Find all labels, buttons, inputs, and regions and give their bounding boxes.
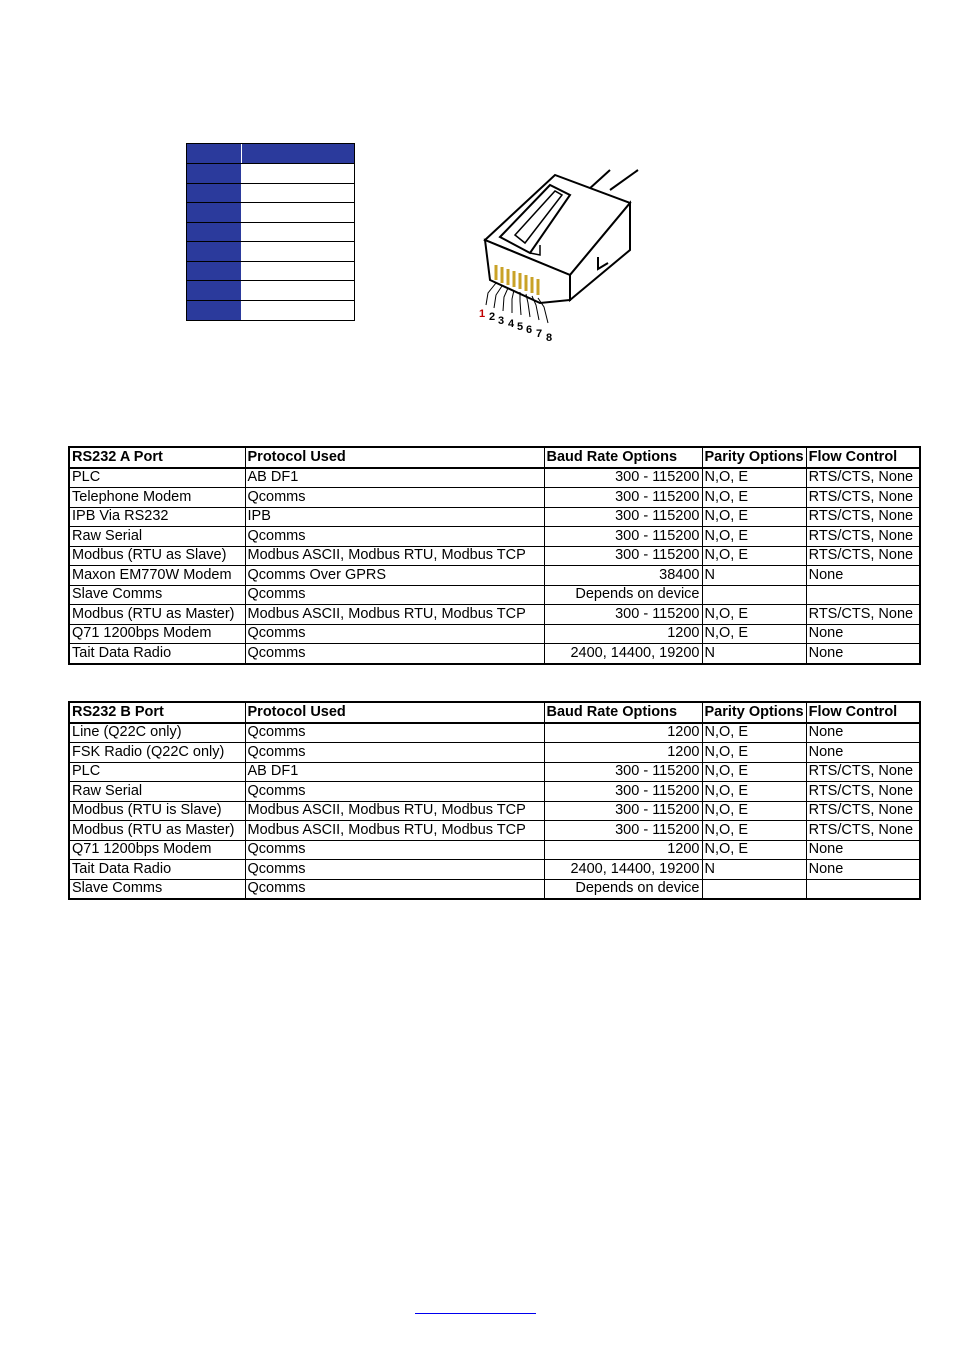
table-cell: Qcomms (245, 743, 544, 763)
pinout-signal-cell (242, 301, 354, 321)
table-cell: Slave Comms (69, 585, 245, 605)
table-cell: Raw Serial (69, 527, 245, 547)
pinout-header-row (187, 144, 354, 164)
table-cell: RTS/CTS, None (806, 507, 920, 527)
table-cell: N,O, E (702, 605, 806, 625)
rj45-connector-illustration (470, 165, 650, 350)
table-cell: RTS/CTS, None (806, 762, 920, 782)
table-cell: None (806, 624, 920, 644)
table-row (69, 507, 920, 527)
table-cell: Qcomms (245, 488, 544, 508)
table-header-row (69, 447, 920, 468)
table-cell: Qcomms (245, 840, 544, 860)
pinout-row (187, 242, 354, 262)
column-header: Parity Options (702, 447, 806, 468)
table-cell: Q71 1200bps Modem (69, 624, 245, 644)
table-cell: Modbus (RTU as Slave) (69, 546, 245, 566)
table-row (69, 801, 920, 821)
table-cell: 300 - 115200 (544, 507, 702, 527)
table-cell: N,O, E (702, 507, 806, 527)
table-cell: Modbus (RTU as Master) (69, 605, 245, 625)
table-cell: Depends on device (544, 585, 702, 605)
table-cell: 1200 (544, 723, 702, 743)
table-cell: Qcomms Over GPRS (245, 566, 544, 586)
table-cell: 300 - 115200 (544, 762, 702, 782)
table-cell (806, 585, 920, 605)
table-cell: Qcomms (245, 860, 544, 880)
table-cell: AB DF1 (245, 762, 544, 782)
footer-link-underline[interactable] (415, 1313, 536, 1314)
table-row (69, 624, 920, 644)
table-cell: Qcomms (245, 624, 544, 644)
table-cell: None (806, 860, 920, 880)
pinout-pin-cell (187, 164, 242, 183)
table-cell: AB DF1 (245, 468, 544, 488)
table-row (69, 723, 920, 743)
pinout-signal-cell (242, 281, 354, 300)
table-cell: 300 - 115200 (544, 488, 702, 508)
pinout-header-signal (242, 144, 354, 163)
table-cell: 2400, 14400, 19200 (544, 860, 702, 880)
table-cell: Tait Data Radio (69, 644, 245, 664)
table-cell (702, 879, 806, 899)
pinout-pin-cell (187, 223, 242, 242)
pinout-row (187, 223, 354, 243)
pinout-signal-cell (242, 184, 354, 203)
table-cell: PLC (69, 468, 245, 488)
table-cell: Qcomms (245, 879, 544, 899)
table-cell (806, 879, 920, 899)
table-cell: RTS/CTS, None (806, 488, 920, 508)
pinout-row (187, 281, 354, 301)
table-cell: Telephone Modem (69, 488, 245, 508)
pinout-pin-cell (187, 184, 242, 203)
table-cell: Modbus ASCII, Modbus RTU, Modbus TCP (245, 801, 544, 821)
table-cell: N (702, 566, 806, 586)
pin-label: 8 (546, 332, 553, 344)
column-header: Parity Options (702, 702, 806, 723)
pinout-pin-cell (187, 203, 242, 222)
table-cell: 300 - 115200 (544, 801, 702, 821)
table-cell: Depends on device (544, 879, 702, 899)
table-cell: N,O, E (702, 723, 806, 743)
pinout-pin-cell (187, 281, 242, 300)
pinout-row (187, 203, 354, 223)
table-cell: Modbus (RTU as Master) (69, 821, 245, 841)
table-cell: Modbus ASCII, Modbus RTU, Modbus TCP (245, 821, 544, 841)
table-cell: Slave Comms (69, 879, 245, 899)
table-row (69, 566, 920, 586)
table-cell: RTS/CTS, None (806, 782, 920, 802)
table-cell: None (806, 743, 920, 763)
table-row (69, 762, 920, 782)
pin-label: 5 (517, 321, 524, 333)
table-row (69, 840, 920, 860)
table-cell: Qcomms (245, 723, 544, 743)
table-cell: N,O, E (702, 546, 806, 566)
table-row (69, 468, 920, 488)
table-cell: Tait Data Radio (69, 860, 245, 880)
pinout-row (187, 164, 354, 184)
pin-label: 6 (526, 324, 533, 336)
rs232-b-port-table (68, 701, 921, 900)
table-cell: Qcomms (245, 782, 544, 802)
table-row (69, 879, 920, 899)
table-row (69, 782, 920, 802)
column-header: RS232 A Port (69, 447, 245, 468)
pin-label: 2 (489, 311, 496, 323)
rs232-a-port-table (68, 446, 921, 665)
pinout-pin-cell (187, 242, 242, 261)
table-cell: Modbus ASCII, Modbus RTU, Modbus TCP (245, 605, 544, 625)
table-cell: RTS/CTS, None (806, 821, 920, 841)
table-cell: 1200 (544, 840, 702, 860)
table-cell: None (806, 840, 920, 860)
table-cell: N,O, E (702, 624, 806, 644)
table-cell: RTS/CTS, None (806, 468, 920, 488)
table-cell: N (702, 644, 806, 664)
table-row (69, 585, 920, 605)
table-cell: 300 - 115200 (544, 546, 702, 566)
table-cell: N,O, E (702, 840, 806, 860)
table-cell: 300 - 115200 (544, 468, 702, 488)
table-cell: 300 - 115200 (544, 821, 702, 841)
table-cell: Maxon EM770W Modem (69, 566, 245, 586)
table-cell: RTS/CTS, None (806, 546, 920, 566)
pin-label: 4 (508, 318, 515, 330)
column-header: Baud Rate Options (544, 447, 702, 468)
table-cell: 1200 (544, 624, 702, 644)
table-cell: IPB Via RS232 (69, 507, 245, 527)
pinout-signal-cell (242, 242, 354, 261)
pinout-row (187, 262, 354, 282)
table-cell: 300 - 115200 (544, 527, 702, 547)
table-cell: N,O, E (702, 782, 806, 802)
table-row (69, 743, 920, 763)
pin-label: 7 (536, 328, 543, 340)
table-cell: Line (Q22C only) (69, 723, 245, 743)
pinout-pin-cell (187, 301, 242, 321)
table-cell: N,O, E (702, 821, 806, 841)
table-row (69, 527, 920, 547)
pinout-signal-cell (242, 164, 354, 183)
table-cell: 300 - 115200 (544, 605, 702, 625)
table-cell: Modbus (RTU is Slave) (69, 801, 245, 821)
table-cell (702, 585, 806, 605)
table-row (69, 605, 920, 625)
table-cell: IPB (245, 507, 544, 527)
table-cell: N,O, E (702, 468, 806, 488)
table-cell: RTS/CTS, None (806, 527, 920, 547)
table-cell: 38400 (544, 566, 702, 586)
table-cell: Qcomms (245, 585, 544, 605)
table-row (69, 546, 920, 566)
table-cell: N,O, E (702, 743, 806, 763)
table-cell: N,O, E (702, 527, 806, 547)
table-cell: None (806, 644, 920, 664)
pinout-row (187, 184, 354, 204)
table-cell: N (702, 860, 806, 880)
pinout-signal-cell (242, 223, 354, 242)
table-header-row (69, 702, 920, 723)
table-row (69, 644, 920, 664)
table-cell: Modbus ASCII, Modbus RTU, Modbus TCP (245, 546, 544, 566)
table-cell: RTS/CTS, None (806, 605, 920, 625)
table-cell: None (806, 723, 920, 743)
pinout-pin-cell (187, 262, 242, 281)
column-header: Baud Rate Options (544, 702, 702, 723)
table-row (69, 821, 920, 841)
pin-label: 3 (498, 315, 505, 327)
table-cell: N,O, E (702, 488, 806, 508)
table-cell: None (806, 566, 920, 586)
table-cell: 1200 (544, 743, 702, 763)
table-cell: FSK Radio (Q22C only) (69, 743, 245, 763)
table-cell: RTS/CTS, None (806, 801, 920, 821)
table-cell: Q71 1200bps Modem (69, 840, 245, 860)
pinout-row (187, 301, 354, 321)
table-row (69, 488, 920, 508)
column-header: RS232 B Port (69, 702, 245, 723)
table-cell: 300 - 115200 (544, 782, 702, 802)
table-cell: 2400, 14400, 19200 (544, 644, 702, 664)
pinout-table (186, 143, 355, 321)
table-cell: N,O, E (702, 801, 806, 821)
pin-label: 1 (479, 308, 486, 320)
column-header: Flow Control (806, 447, 920, 468)
table-cell: Qcomms (245, 527, 544, 547)
pinout-header-pin (187, 144, 242, 163)
table-cell: PLC (69, 762, 245, 782)
table-row (69, 860, 920, 880)
table-cell: Raw Serial (69, 782, 245, 802)
column-header: Protocol Used (245, 702, 544, 723)
pinout-signal-cell (242, 262, 354, 281)
pinout-signal-cell (242, 203, 354, 222)
table-cell: Qcomms (245, 644, 544, 664)
column-header: Protocol Used (245, 447, 544, 468)
table-cell: N,O, E (702, 762, 806, 782)
column-header: Flow Control (806, 702, 920, 723)
